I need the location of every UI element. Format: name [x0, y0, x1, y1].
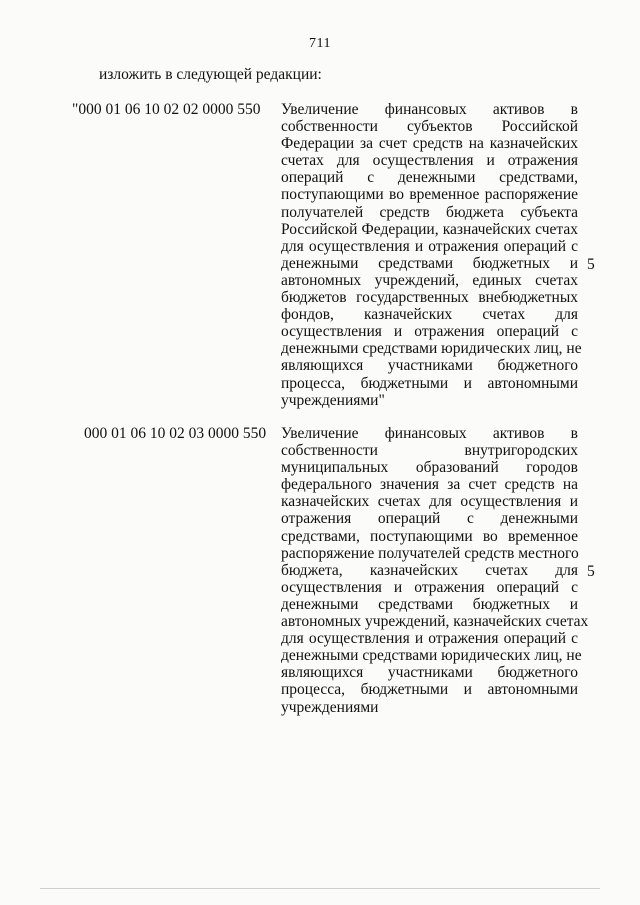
row-2-line: отражения операций с денежными [281, 510, 578, 528]
page-edge-divider [40, 888, 600, 889]
row-2-line: для осуществления и отражения операций с [281, 630, 578, 648]
row-2-line: собственности внутригородских [281, 442, 578, 460]
row-1-line: Российской Федерации, казначейских счетах [281, 220, 578, 238]
row-2-line: Увеличение финансовых активов в [281, 425, 578, 442]
row-1-line: счетах для осуществления и отражения [281, 152, 578, 170]
row-1-line: фондов, казначейских счетах для [281, 306, 578, 324]
row-1-line: денежными средствами бюджетных и [281, 254, 578, 272]
row-2-line: являющихся участниками бюджетного [281, 664, 578, 682]
row-2-line: казначейских счетах для осуществления и [281, 493, 578, 511]
row-2-line: муниципальных образований городов [281, 459, 578, 477]
row-1-line: поступающими во временное распоряжение [281, 186, 578, 204]
row-1-line: операций с денежными средствами, [281, 169, 578, 187]
row-2-line: федерального значения за счет средств на [281, 476, 578, 494]
row-2-column-value: 5 [587, 563, 595, 580]
row-2-line: средствами, поступающими во временное [281, 527, 578, 545]
row-1-column-value: 5 [587, 256, 595, 273]
row-1-line: процесса, бюджетными и автономными [281, 374, 578, 392]
row-1-line: для осуществления и отражения операций с [281, 237, 578, 255]
row-1-line: автономных учреждений, единых счетах [281, 271, 578, 289]
row-1-line: осуществления и отражения операций с [281, 323, 578, 341]
row-1-line: учреждениями" [281, 391, 385, 409]
row-1-line: Федерации за счет средств на казначейских [281, 135, 578, 153]
row-1-line: собственности субъектов Российской [281, 118, 578, 136]
row-2-description [281, 425, 589, 716]
row-2-line: денежными средствами юридических лиц, не [281, 647, 582, 665]
intro-text: изложить в следующей редакции: [99, 66, 322, 83]
row-2-line: учреждениями [281, 698, 379, 716]
row-2-line: распоряжение получателей средств местного [281, 544, 579, 562]
row-1-line: являющихся участниками бюджетного [281, 357, 578, 375]
row-2-line: денежными средствами бюджетных и [281, 595, 578, 613]
row-1-line: Увеличение финансовых активов в [281, 101, 578, 118]
row-2-line: процесса, бюджетными и автономными [281, 681, 578, 699]
row-1-line: денежными средствами юридических лиц, не [281, 340, 582, 358]
page-number: 711 [309, 36, 331, 51]
row-1-code: "000 01 06 10 02 02 0000 550 [72, 101, 261, 118]
row-2-line: бюджета, казначейских счетах для [281, 561, 578, 579]
row-1-line: бюджетов государственных внебюджетных [281, 289, 578, 307]
row-2-line: автономных учреждений, казначейских счетах [281, 613, 589, 631]
row-1-description [281, 101, 582, 409]
row-2-line: осуществления и отражения операций с [281, 578, 578, 596]
row-2-code: 000 01 06 10 02 03 0000 550 [84, 425, 267, 442]
row-1-line: получателей средств бюджета субъекта [281, 203, 578, 221]
